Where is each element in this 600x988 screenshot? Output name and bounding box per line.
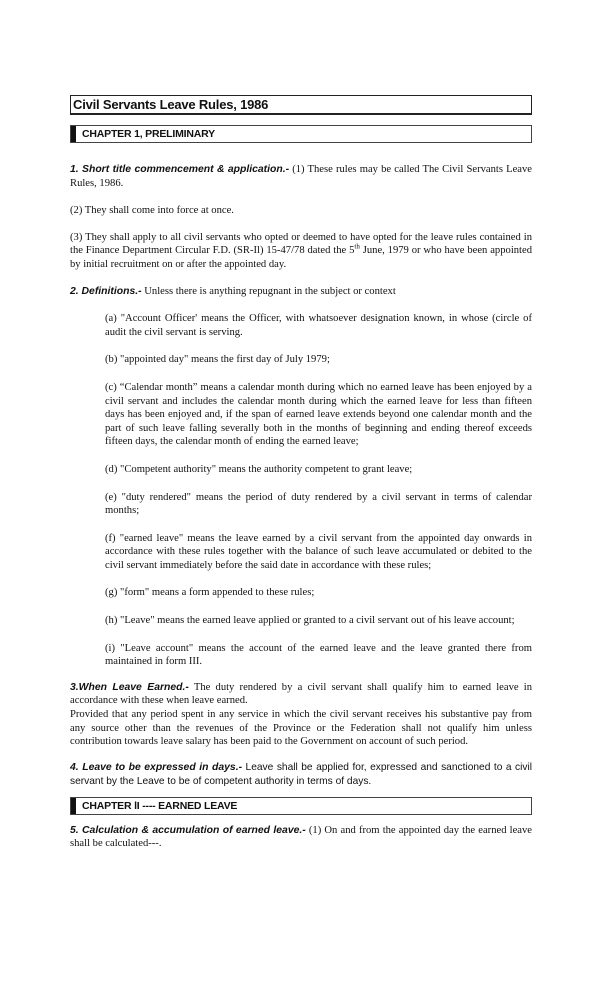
document-title: Civil Servants Leave Rules, 1986	[70, 95, 532, 115]
chapter-marker	[71, 798, 76, 814]
chapter-1-title: CHAPTER 1, PRELIMINARY	[82, 128, 215, 140]
section-1-clause-2: (2) They shall come into force at once.	[70, 205, 234, 217]
clause-3-text-b: June, 1979 or who have been appointed by initial recruitment on or after the appointed day.	[70, 245, 532, 270]
definition-item: (g) "form" means a form appended to these rules;	[105, 587, 315, 599]
section-1-heading: 1. Short title commencement & application.-	[70, 164, 290, 175]
section-3-para	[70, 681, 532, 708]
section-3-proviso: Provided that any period spent in any service in which the civil servant receives his substantive pay from any source other than the revenues of the Province or the Federation shall not qualify him unless contribution towards leave salary has been paid to the Government on account of such period.	[70, 709, 532, 748]
definition-item: (f) "earned leave" means the leave earned by a civil servant from the appointed day onwards in accordance with these rules together with the balance of such leave accumulated or debited to the civil servant immediately before the said date in accordance with these rules;	[105, 532, 532, 571]
section-4-heading: 4. Leave to be expressed in days.-	[70, 761, 243, 773]
definitions-list	[105, 312, 532, 669]
chapter-2-title: CHAPTER lI ---- EARNED LEAVE	[82, 799, 238, 812]
section-3-text: The duty rendered by a civil servant shall qualify him to earned leave in accordance with these when leave earned.	[70, 681, 532, 707]
section-5-text: (1) On and from the appointed day the earned leave shall be calculated---.	[70, 824, 532, 850]
section-1-text: (1) These rules may be called The Civil Servants Leave Rules, 1986.	[70, 164, 532, 189]
definition-item: (d) "Competent authority" means the authority competent to grant leave;	[105, 463, 413, 475]
section-1-clause-3	[70, 231, 532, 272]
section-1-para	[70, 163, 532, 190]
section-2-para	[70, 285, 532, 299]
section-5-heading: 5. Calculation & accumulation of earned leave.-	[70, 824, 306, 836]
definition-item: (i) "Leave account" means the account of the earned leave and the leave granted there from maintained in form III.	[105, 642, 532, 668]
chapter-2-header	[70, 797, 532, 815]
chapter-marker	[71, 126, 76, 142]
definition-item: (a) "Account Officer' means the Officer, with whatsoever designation known, in whose (circle of audit the civil servant is serving.	[105, 313, 532, 338]
definition-item: (b) "appointed day" means the first day of July 1979;	[105, 354, 330, 366]
definition-item: (e) "duty rendered" means the period of duty rendered by a civil servant in terms of calendar months;	[105, 491, 532, 517]
section-4-para	[70, 761, 532, 789]
clause-3-sup: th	[354, 242, 360, 251]
section-5-para	[70, 824, 532, 851]
section-3-heading: 3.When Leave Earned.-	[70, 681, 189, 693]
document-page	[70, 95, 532, 851]
section-4-text: Leave shall be applied for, expressed and sanctioned to a civil servant by the Leave to be of competent authority in terms of days.	[70, 761, 532, 787]
definition-item: (c) “Calendar month” means a calendar month during which no earned leave has been enjoyed by a civil servant and includes the calendar month during which the earned leave for less than fifteen days has been enjoyed and, if the span of earned leave extends beyond one calendar month and the part of such leave falling severally both in the months of beginning and ending thereof exceeds fifteen days, the calendar month of ending the earned leave;	[105, 381, 532, 448]
section-2-heading: 2. Definitions.-	[70, 285, 142, 297]
section-2-text: Unless there is anything repugnant in the subject or context	[141, 285, 396, 297]
definition-item: (h) "Leave" means the earned leave applied or granted to a civil servant out of his leave account;	[105, 615, 515, 627]
chapter-1-header	[70, 125, 532, 143]
clause-3-text-a: (3) They shall apply to all civil servants who opted or deemed to have opted for the leave rules contained in the Finance Department Circular F.D. (SR-Il) 15-47/78 dated the 5	[70, 231, 532, 257]
